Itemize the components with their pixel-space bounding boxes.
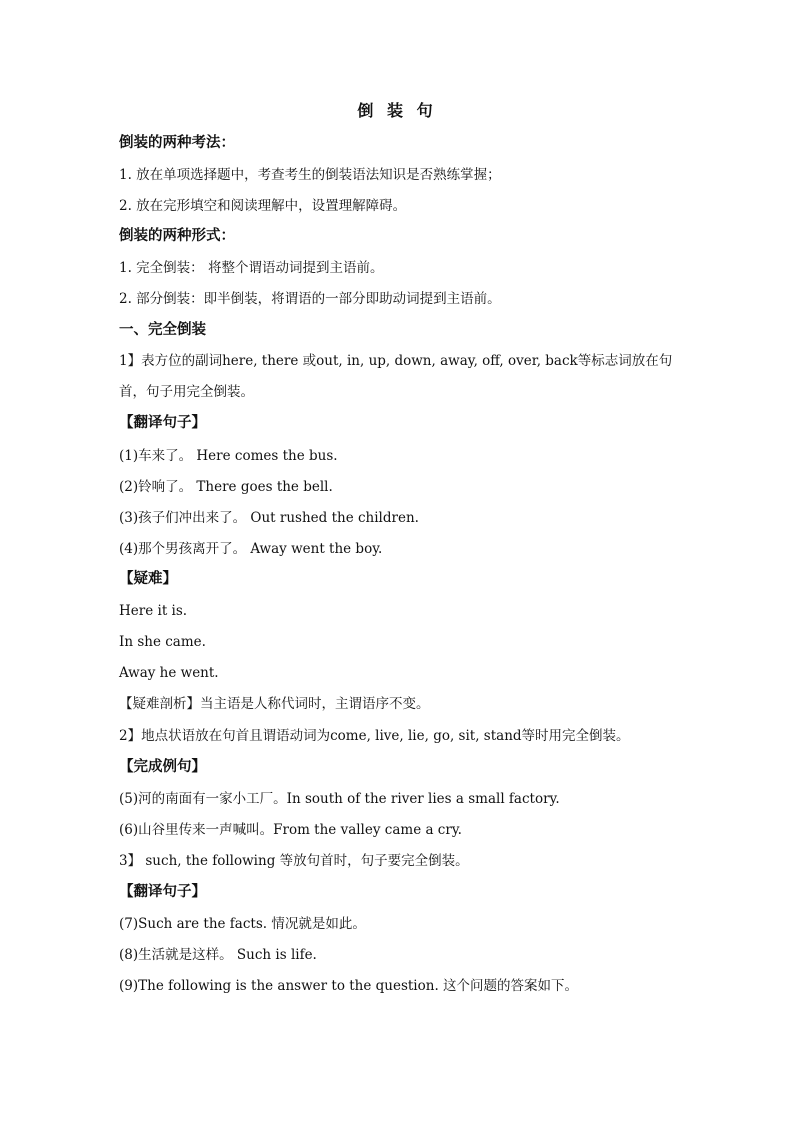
text-line: 1. 放在单项选择题中，考查考生的倒装语法知识是否熟练掌握；: [119, 167, 501, 183]
page-title: 倒 装 句: [357, 101, 437, 120]
rule-2-paragraph: 2】地点状语放在句首且谓语动词为come, live, lie, go, sit, stand等时用完全倒装。: [119, 728, 630, 744]
example-sentence: (6)山谷里传来一声喊叫。From the valley came a cry.: [119, 822, 462, 838]
example-sentence: (3)孩子们冲出来了。 Out rushed the children.: [119, 510, 419, 526]
difficulty-analysis: 【疑难剖析】当主语是人称代词时，主谓语序不变。: [119, 696, 430, 712]
section-heading-exam-methods: 倒装的两种考法：: [119, 134, 235, 151]
section-heading-forms: 倒装的两种形式：: [119, 227, 235, 244]
rule-1-paragraph: 1】表方位的副词here, there 或out, in, up, down, away, off, over, back等标志词放在句首，句子用完全倒装。: [119, 353, 673, 400]
example-sentence: (7)Such are the facts. 情况就是如此。: [119, 916, 366, 932]
example-sentence: (9)The following is the answer to the question. 这个问题的答案如下。: [119, 978, 579, 994]
example-sentence: Away he went.: [119, 665, 219, 681]
section-heading-full-inversion: 一、完全倒装: [119, 321, 206, 338]
text-line: 1. 完全倒装： 将整个谓语动词提到主语前。: [119, 260, 384, 276]
text-line: 2. 部分倒装：即半倒装，将谓语的一部分即助动词提到主语前。: [119, 291, 501, 307]
example-sentence: (5)河的南面有一家小工厂。In south of the river lies a small factory.: [119, 791, 560, 807]
example-sentence: Here it is.: [119, 603, 188, 619]
label-translate: 【翻译句子】: [119, 883, 206, 900]
label-translate: 【翻译句子】: [119, 414, 206, 431]
example-sentence: (8)生活就是这样。 Such is life.: [119, 947, 317, 963]
label-difficulty: 【疑难】: [119, 570, 177, 587]
label-complete-examples: 【完成例句】: [119, 758, 206, 775]
example-sentence: In she came.: [119, 634, 206, 650]
example-sentence: (4)那个男孩离开了。 Away went the boy.: [119, 541, 383, 557]
rule-3-paragraph: 3】 such, the following 等放句首时，句子要完全倒装。: [119, 853, 469, 869]
text-line: 2. 放在完形填空和阅读理解中，设置理解障碍。: [119, 198, 407, 214]
example-sentence: (1)车来了。 Here comes the bus.: [119, 448, 338, 464]
example-sentence: (2)铃响了。 There goes the bell.: [119, 479, 333, 495]
